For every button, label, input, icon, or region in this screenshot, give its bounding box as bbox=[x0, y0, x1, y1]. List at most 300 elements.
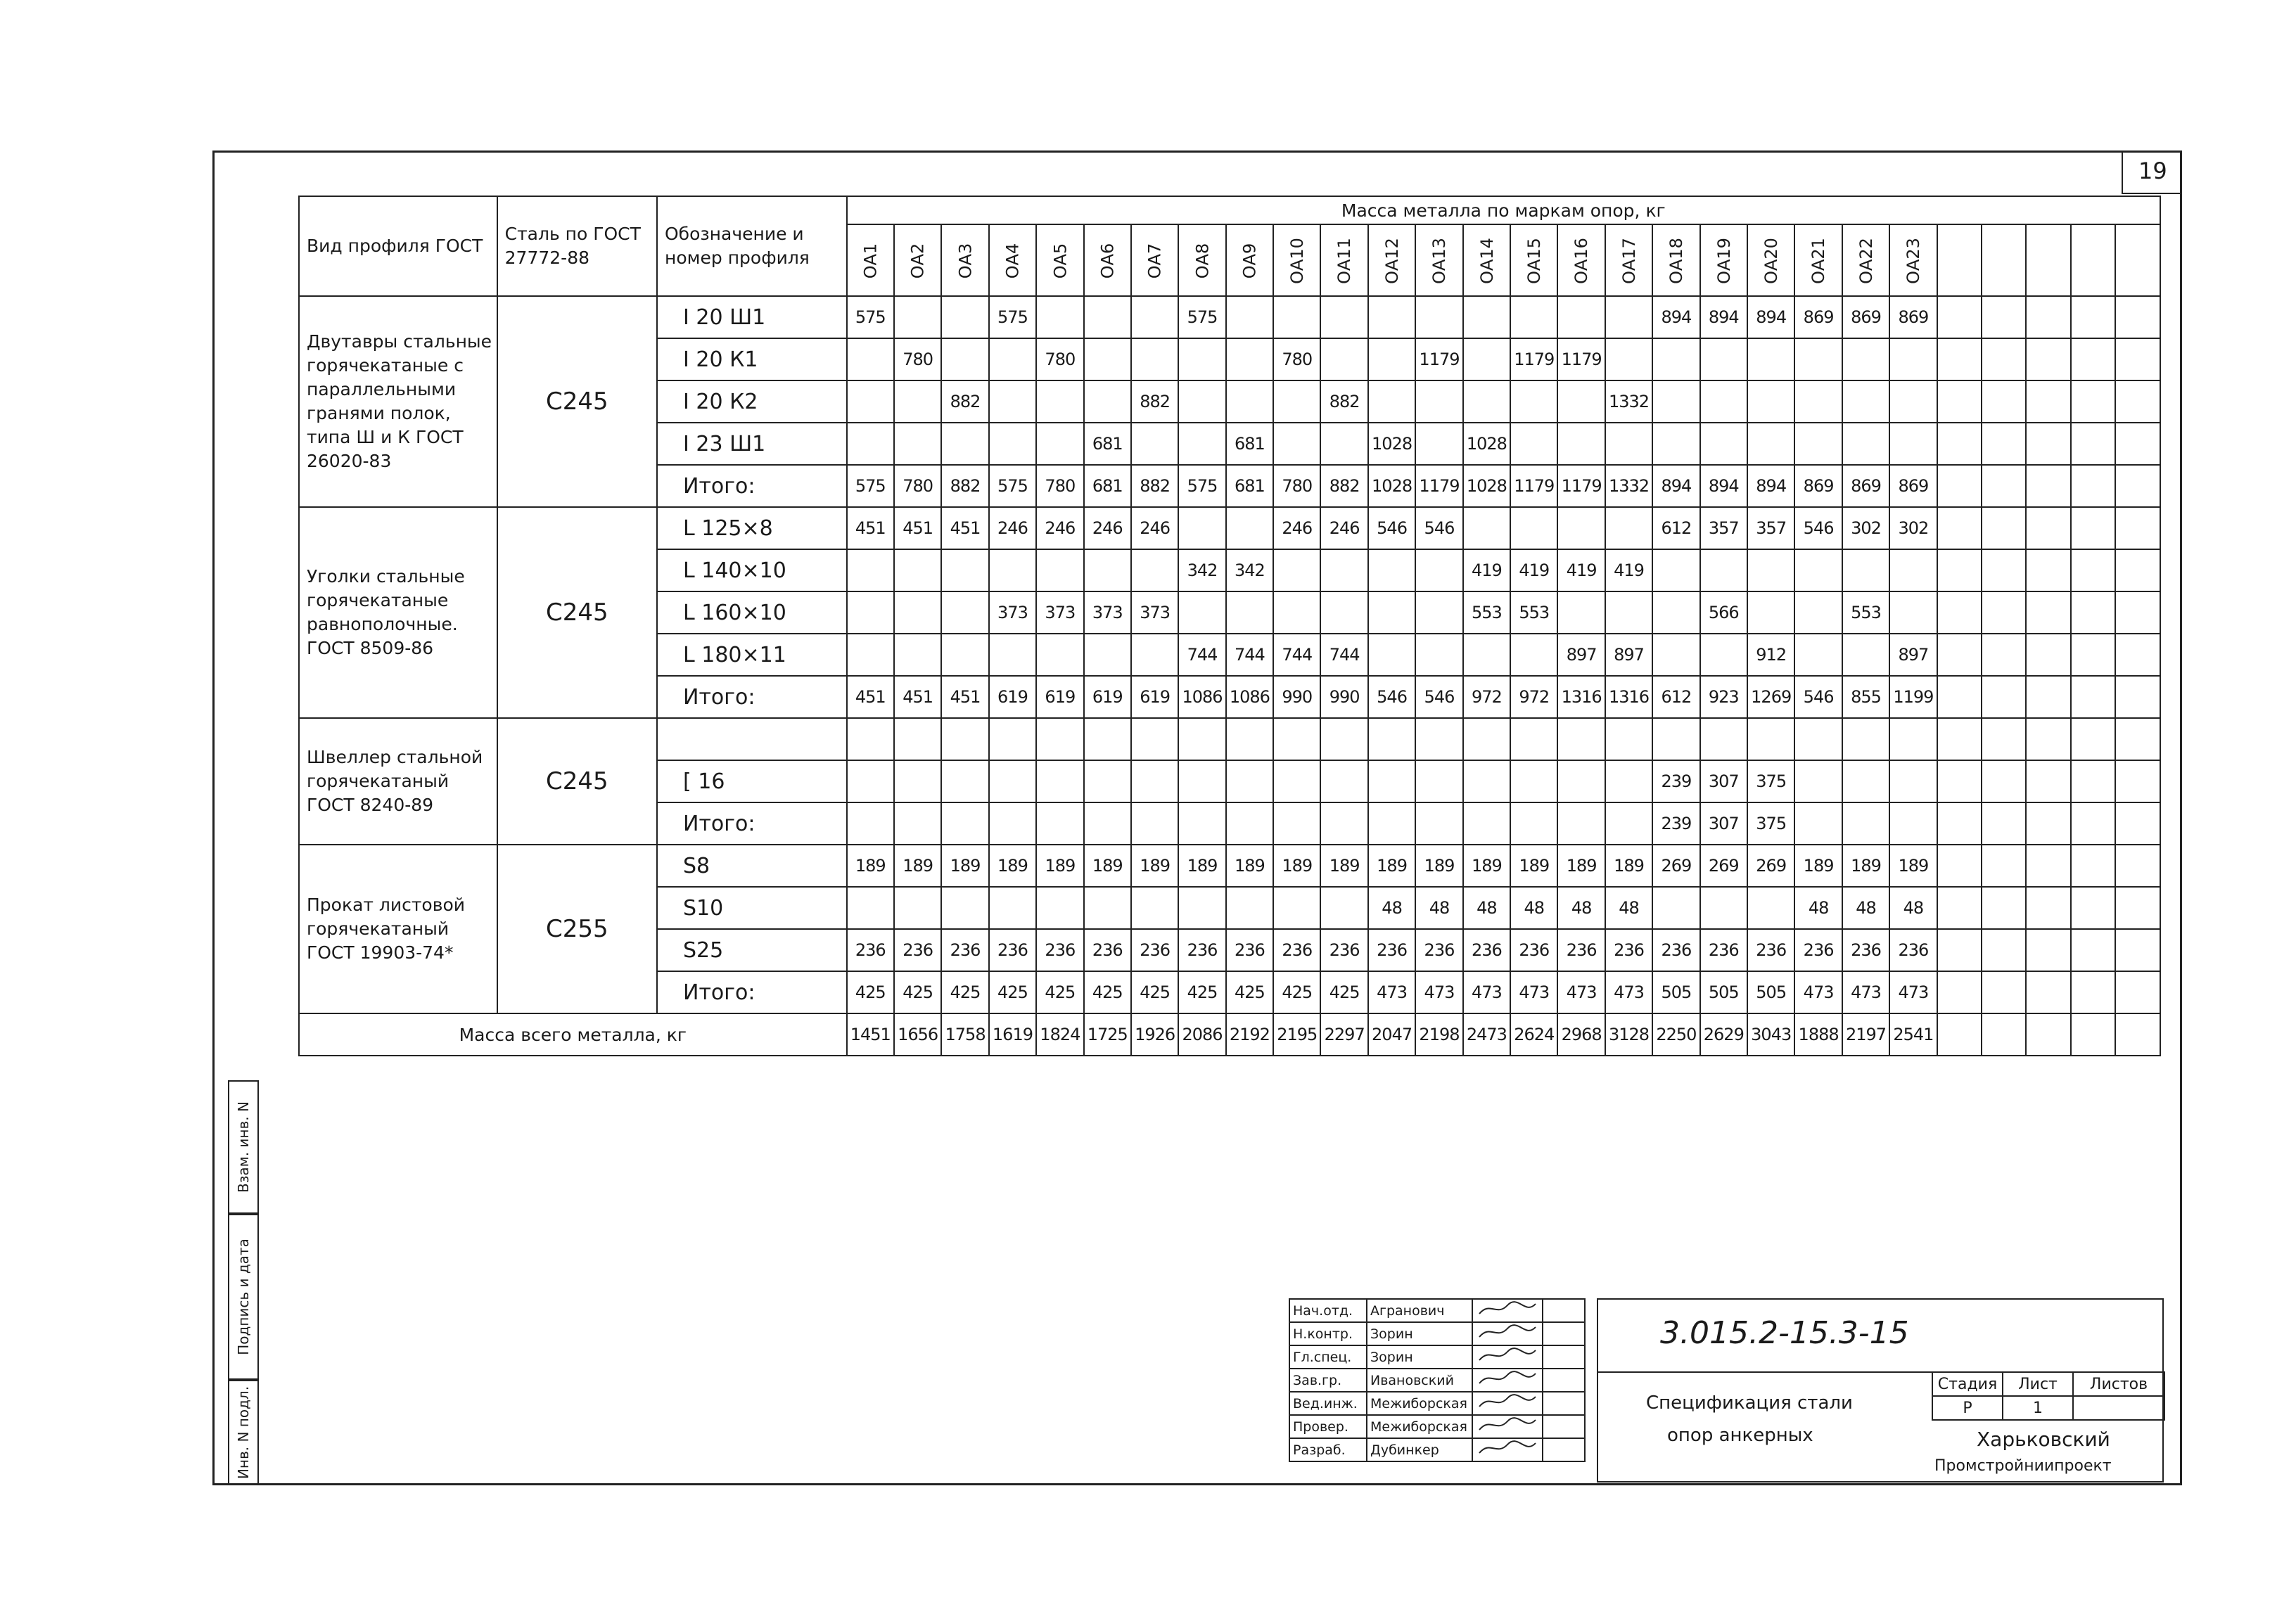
mass-cell: 419 bbox=[1605, 549, 1652, 591]
empty-cell bbox=[1937, 971, 1982, 1013]
empty-cell bbox=[2071, 380, 2115, 423]
mass-cell: 246 bbox=[1131, 507, 1178, 549]
mass-cell bbox=[1084, 380, 1131, 423]
mass-cell: 744 bbox=[1226, 634, 1273, 676]
mass-cell bbox=[894, 423, 941, 465]
mass-cell bbox=[1320, 802, 1367, 845]
total-row bbox=[299, 1013, 2160, 1056]
mass-cell bbox=[1131, 423, 1178, 465]
signature-scribble bbox=[1476, 1300, 1539, 1318]
column-header: ОА12 bbox=[1368, 224, 1415, 296]
mass-cell bbox=[941, 591, 988, 634]
mass-cell: 189 bbox=[1084, 845, 1131, 887]
mass-cell bbox=[1889, 380, 1937, 423]
total-mass-cell: 2250 bbox=[1652, 1013, 1699, 1056]
mass-cell bbox=[1889, 423, 1937, 465]
mass-cell: 239 bbox=[1652, 760, 1699, 802]
mass-cell bbox=[847, 549, 894, 591]
empty-cell bbox=[1937, 802, 1982, 845]
empty-cell bbox=[2071, 634, 2115, 676]
mass-cell: 505 bbox=[1700, 971, 1747, 1013]
mass-cell: 451 bbox=[894, 676, 941, 718]
mass-cell bbox=[1273, 549, 1320, 591]
mass-cell bbox=[1700, 423, 1747, 465]
mass-cell: 473 bbox=[1605, 971, 1652, 1013]
mass-cell bbox=[941, 718, 988, 760]
empty-cell bbox=[2026, 1013, 2070, 1056]
mass-cell: 189 bbox=[1889, 845, 1937, 887]
mass-cell: 619 bbox=[989, 676, 1036, 718]
mass-cell bbox=[894, 549, 941, 591]
empty-cell bbox=[1982, 634, 2026, 676]
mass-cell bbox=[1889, 591, 1937, 634]
mass-cell bbox=[1510, 760, 1557, 802]
mass-cell bbox=[1794, 760, 1842, 802]
mass-cell: 236 bbox=[1652, 929, 1699, 971]
mass-cell: 302 bbox=[1889, 507, 1937, 549]
column-header: ОА18 bbox=[1652, 224, 1699, 296]
empty-cell bbox=[2115, 634, 2160, 676]
mass-cell bbox=[1273, 887, 1320, 929]
designation-cell: Итого: bbox=[657, 802, 847, 845]
column-header: ОА2 bbox=[894, 224, 941, 296]
empty-cell bbox=[2071, 802, 2115, 845]
mass-cell bbox=[1889, 549, 1937, 591]
mass-cell bbox=[1794, 591, 1842, 634]
mass-cell: 375 bbox=[1747, 802, 1794, 845]
empty-cell bbox=[2071, 760, 2115, 802]
column-header: ОА17 bbox=[1605, 224, 1652, 296]
mass-cell: 546 bbox=[1368, 507, 1415, 549]
empty-cell bbox=[1982, 507, 2026, 549]
mass-cell bbox=[894, 591, 941, 634]
designation-cell: L 140×10 bbox=[657, 549, 847, 591]
mass-cell bbox=[1842, 634, 1889, 676]
mass-cell bbox=[1131, 887, 1178, 929]
mass-cell bbox=[1178, 507, 1225, 549]
mass-cell: 546 bbox=[1794, 507, 1842, 549]
mass-cell: 189 bbox=[1415, 845, 1462, 887]
mass-cell bbox=[1415, 802, 1462, 845]
header-mass: Масса металла по маркам опор, кг bbox=[847, 196, 2160, 224]
mass-cell bbox=[1510, 718, 1557, 760]
designation-cell: I 20 К1 bbox=[657, 338, 847, 380]
mass-cell bbox=[989, 760, 1036, 802]
mass-cell: 236 bbox=[1178, 929, 1225, 971]
mass-cell bbox=[1889, 760, 1937, 802]
mass-cell bbox=[1415, 296, 1462, 338]
mass-cell bbox=[894, 802, 941, 845]
column-header: ОА10 bbox=[1273, 224, 1320, 296]
designation-cell: L 160×10 bbox=[657, 591, 847, 634]
mass-cell: 505 bbox=[1747, 971, 1794, 1013]
empty-cell bbox=[2115, 338, 2160, 380]
mass-cell: 575 bbox=[1178, 296, 1225, 338]
mass-cell: 451 bbox=[941, 676, 988, 718]
mass-cell bbox=[1700, 549, 1747, 591]
mass-cell bbox=[1036, 887, 1083, 929]
mass-cell: 780 bbox=[1036, 338, 1083, 380]
sheets-value bbox=[2073, 1396, 2164, 1420]
mass-cell bbox=[1368, 549, 1415, 591]
mass-cell bbox=[941, 760, 988, 802]
mass-cell bbox=[941, 296, 988, 338]
mass-cell: 473 bbox=[1889, 971, 1937, 1013]
mass-cell bbox=[1700, 887, 1747, 929]
empty-column-header bbox=[1982, 224, 2026, 296]
mass-cell bbox=[847, 802, 894, 845]
mass-cell bbox=[1320, 296, 1367, 338]
side-label-replacement: Взам. инв. N bbox=[235, 1101, 252, 1193]
designation-cell: S25 bbox=[657, 929, 847, 971]
mass-cell bbox=[1463, 802, 1510, 845]
mass-cell: 425 bbox=[847, 971, 894, 1013]
mass-cell: 1199 bbox=[1889, 676, 1937, 718]
mass-cell: 894 bbox=[1700, 465, 1747, 507]
mass-cell bbox=[1273, 760, 1320, 802]
mass-cell bbox=[1652, 718, 1699, 760]
stamp-signature bbox=[1472, 1392, 1543, 1415]
mass-cell bbox=[1605, 423, 1652, 465]
mass-cell: 269 bbox=[1700, 845, 1747, 887]
total-mass-cell: 2197 bbox=[1842, 1013, 1889, 1056]
mass-cell: 236 bbox=[1463, 929, 1510, 971]
total-mass-cell: 2297 bbox=[1320, 1013, 1367, 1056]
empty-cell bbox=[2115, 845, 2160, 887]
mass-cell bbox=[1320, 338, 1367, 380]
mass-cell bbox=[941, 423, 988, 465]
total-mass-cell: 2473 bbox=[1463, 1013, 1510, 1056]
steel-grade-cell: С245 bbox=[497, 507, 657, 718]
signature-scribble bbox=[1476, 1323, 1539, 1341]
total-mass-cell: 2047 bbox=[1368, 1013, 1415, 1056]
empty-cell bbox=[1982, 760, 2026, 802]
designation-cell: Итого: bbox=[657, 465, 847, 507]
mass-cell: 681 bbox=[1226, 423, 1273, 465]
total-mass-cell: 1451 bbox=[847, 1013, 894, 1056]
empty-cell bbox=[1982, 380, 2026, 423]
mass-cell: 1332 bbox=[1605, 465, 1652, 507]
mass-cell bbox=[894, 887, 941, 929]
empty-cell bbox=[1937, 380, 1982, 423]
mass-cell bbox=[989, 380, 1036, 423]
mass-cell bbox=[1368, 760, 1415, 802]
mass-cell bbox=[1178, 887, 1225, 929]
signature-scribble bbox=[1476, 1346, 1539, 1364]
side-label-signature: Подпись и дата bbox=[235, 1238, 252, 1355]
mass-cell: 575 bbox=[989, 465, 1036, 507]
mass-cell: 48 bbox=[1889, 887, 1937, 929]
mass-cell: 189 bbox=[1794, 845, 1842, 887]
profile-type-cell: Прокат листовой горячекатаный ГОСТ 19903-74* bbox=[299, 845, 497, 1013]
mass-cell: 882 bbox=[941, 465, 988, 507]
mass-cell: 972 bbox=[1510, 676, 1557, 718]
mass-cell bbox=[1226, 887, 1273, 929]
mass-cell bbox=[1415, 549, 1462, 591]
mass-cell bbox=[1320, 887, 1367, 929]
mass-cell: 236 bbox=[1131, 929, 1178, 971]
mass-cell bbox=[1273, 423, 1320, 465]
mass-cell: 246 bbox=[1084, 507, 1131, 549]
mass-cell bbox=[941, 802, 988, 845]
column-header: ОА4 bbox=[989, 224, 1036, 296]
mass-cell: 189 bbox=[1842, 845, 1889, 887]
mass-cell: 189 bbox=[1036, 845, 1083, 887]
mass-cell: 869 bbox=[1794, 465, 1842, 507]
mass-cell: 236 bbox=[1700, 929, 1747, 971]
mass-cell bbox=[847, 423, 894, 465]
mass-cell: 780 bbox=[894, 465, 941, 507]
mass-cell: 990 bbox=[1273, 676, 1320, 718]
mass-cell bbox=[1889, 718, 1937, 760]
designation-cell: I 20 К2 bbox=[657, 380, 847, 423]
stamp-date bbox=[1543, 1345, 1585, 1369]
mass-cell: 189 bbox=[894, 845, 941, 887]
stamp-role: Нач.отд. bbox=[1289, 1299, 1367, 1322]
mass-cell: 1028 bbox=[1368, 423, 1415, 465]
mass-cell: 425 bbox=[1273, 971, 1320, 1013]
mass-cell bbox=[1747, 380, 1794, 423]
column-header: ОА9 bbox=[1226, 224, 1273, 296]
stamp-date bbox=[1543, 1415, 1585, 1438]
empty-cell bbox=[2026, 507, 2070, 549]
mass-cell bbox=[941, 549, 988, 591]
mass-cell bbox=[1131, 549, 1178, 591]
stamp-signature bbox=[1472, 1322, 1543, 1345]
mass-cell bbox=[1226, 591, 1273, 634]
mass-cell bbox=[1842, 380, 1889, 423]
stamp-signature bbox=[1472, 1438, 1543, 1461]
total-label: Масса всего металла, кг bbox=[299, 1013, 847, 1056]
mass-cell: 1316 bbox=[1557, 676, 1605, 718]
mass-cell: 897 bbox=[1557, 634, 1605, 676]
mass-cell: 236 bbox=[1226, 929, 1273, 971]
empty-cell bbox=[1982, 338, 2026, 380]
empty-cell bbox=[2026, 887, 2070, 929]
mass-cell bbox=[989, 549, 1036, 591]
header-profile-type: Вид профиля ГОСТ bbox=[299, 196, 497, 296]
mass-cell: 189 bbox=[1510, 845, 1557, 887]
empty-cell bbox=[2026, 971, 2070, 1013]
designation-cell: I 20 Ш1 bbox=[657, 296, 847, 338]
mass-cell bbox=[1652, 423, 1699, 465]
empty-cell bbox=[2071, 591, 2115, 634]
mass-cell: 48 bbox=[1368, 887, 1415, 929]
mass-cell: 189 bbox=[1273, 845, 1320, 887]
mass-cell: 236 bbox=[1084, 929, 1131, 971]
mass-cell: 990 bbox=[1320, 676, 1367, 718]
stage-value: Р bbox=[1932, 1396, 2003, 1420]
mass-cell: 473 bbox=[1415, 971, 1462, 1013]
mass-cell bbox=[1605, 718, 1652, 760]
empty-cell bbox=[1982, 971, 2026, 1013]
mass-cell: 189 bbox=[1320, 845, 1367, 887]
mass-cell bbox=[1463, 634, 1510, 676]
mass-cell bbox=[1463, 296, 1510, 338]
mass-cell: 553 bbox=[1842, 591, 1889, 634]
mass-cell: 1086 bbox=[1226, 676, 1273, 718]
stamp-signature bbox=[1472, 1345, 1543, 1369]
mass-cell bbox=[989, 634, 1036, 676]
mass-cell bbox=[1463, 718, 1510, 760]
mass-cell bbox=[1700, 380, 1747, 423]
mass-cell bbox=[1700, 718, 1747, 760]
empty-cell bbox=[2071, 676, 2115, 718]
mass-cell bbox=[1131, 718, 1178, 760]
empty-cell bbox=[1937, 423, 1982, 465]
mass-cell bbox=[1084, 887, 1131, 929]
mass-cell bbox=[1036, 549, 1083, 591]
mass-cell: 1086 bbox=[1178, 676, 1225, 718]
stamp-date bbox=[1543, 1392, 1585, 1415]
signature-scribble bbox=[1476, 1416, 1539, 1434]
mass-cell bbox=[1273, 718, 1320, 760]
empty-cell bbox=[2115, 802, 2160, 845]
stamp-role: Зав.гр. bbox=[1289, 1369, 1367, 1392]
stamp-name: Дубинкер bbox=[1367, 1438, 1472, 1461]
empty-cell bbox=[2026, 549, 2070, 591]
empty-cell bbox=[1982, 549, 2026, 591]
designation-cell: I 23 Ш1 bbox=[657, 423, 847, 465]
mass-cell: 425 bbox=[1131, 971, 1178, 1013]
mass-cell: 236 bbox=[1415, 929, 1462, 971]
mass-cell bbox=[1178, 760, 1225, 802]
mass-cell: 780 bbox=[1036, 465, 1083, 507]
mass-cell: 744 bbox=[1273, 634, 1320, 676]
mass-cell: 473 bbox=[1463, 971, 1510, 1013]
mass-cell: 473 bbox=[1510, 971, 1557, 1013]
empty-cell bbox=[2115, 929, 2160, 971]
mass-cell bbox=[847, 718, 894, 760]
mass-cell: 236 bbox=[1320, 929, 1367, 971]
mass-cell: 236 bbox=[941, 929, 988, 971]
mass-cell bbox=[989, 887, 1036, 929]
empty-cell bbox=[2026, 423, 2070, 465]
mass-cell bbox=[1794, 802, 1842, 845]
mass-cell bbox=[1747, 591, 1794, 634]
empty-cell bbox=[2026, 338, 2070, 380]
mass-cell bbox=[1036, 296, 1083, 338]
mass-cell: 373 bbox=[989, 591, 1036, 634]
total-mass-cell: 2624 bbox=[1510, 1013, 1557, 1056]
stamp-name: Агранович bbox=[1367, 1299, 1472, 1322]
empty-cell bbox=[1982, 887, 2026, 929]
title-block-people bbox=[1289, 1298, 1586, 1462]
empty-cell bbox=[2115, 971, 2160, 1013]
stamp-signature bbox=[1472, 1299, 1543, 1322]
mass-cell bbox=[1794, 423, 1842, 465]
designation-cell: Итого: bbox=[657, 676, 847, 718]
mass-cell: 869 bbox=[1889, 296, 1937, 338]
empty-cell bbox=[1937, 929, 1982, 971]
mass-cell: 246 bbox=[989, 507, 1036, 549]
empty-cell bbox=[2026, 718, 2070, 760]
mass-cell: 451 bbox=[847, 676, 894, 718]
empty-cell bbox=[2115, 465, 2160, 507]
mass-cell bbox=[1036, 760, 1083, 802]
mass-cell: 246 bbox=[1320, 507, 1367, 549]
stamp-name: Ивановский bbox=[1367, 1369, 1472, 1392]
mass-cell bbox=[1415, 634, 1462, 676]
document-code: 3.015.2-15.3-15 bbox=[1660, 1315, 1909, 1351]
stamp-role: Н.контр. bbox=[1289, 1322, 1367, 1345]
total-mass-cell: 3043 bbox=[1747, 1013, 1794, 1056]
mass-cell: 189 bbox=[989, 845, 1036, 887]
mass-cell: 894 bbox=[1747, 465, 1794, 507]
empty-column-header bbox=[1937, 224, 1982, 296]
stamp-date bbox=[1543, 1299, 1585, 1322]
mass-cell bbox=[989, 802, 1036, 845]
empty-cell bbox=[1937, 760, 1982, 802]
table-row bbox=[299, 718, 2160, 760]
column-header: ОА5 bbox=[1036, 224, 1083, 296]
mass-cell bbox=[1226, 338, 1273, 380]
mass-cell bbox=[1510, 802, 1557, 845]
column-header: ОА22 bbox=[1842, 224, 1889, 296]
mass-cell bbox=[1368, 591, 1415, 634]
empty-cell bbox=[2071, 887, 2115, 929]
column-header: ОА23 bbox=[1889, 224, 1937, 296]
mass-cell bbox=[1652, 380, 1699, 423]
mass-cell: 473 bbox=[1842, 971, 1889, 1013]
empty-cell bbox=[1982, 929, 2026, 971]
stamp-role: Провер. bbox=[1289, 1415, 1367, 1438]
mass-cell bbox=[1510, 634, 1557, 676]
stamp-row bbox=[1289, 1369, 1585, 1392]
mass-cell: 48 bbox=[1415, 887, 1462, 929]
mass-cell: 425 bbox=[894, 971, 941, 1013]
stamp-role: Вед.инж. bbox=[1289, 1392, 1367, 1415]
empty-cell bbox=[1937, 591, 1982, 634]
sheet-value: 1 bbox=[2003, 1396, 2073, 1420]
empty-cell bbox=[1937, 887, 1982, 929]
mass-cell: 575 bbox=[847, 296, 894, 338]
mass-cell: 855 bbox=[1842, 676, 1889, 718]
mass-cell: 373 bbox=[1084, 591, 1131, 634]
mass-cell: 897 bbox=[1889, 634, 1937, 676]
mass-cell: 357 bbox=[1700, 507, 1747, 549]
mass-cell bbox=[1463, 760, 1510, 802]
mass-cell bbox=[1510, 507, 1557, 549]
empty-cell bbox=[2071, 845, 2115, 887]
mass-cell bbox=[941, 338, 988, 380]
mass-cell: 575 bbox=[847, 465, 894, 507]
empty-cell bbox=[1937, 845, 1982, 887]
column-header: ОА7 bbox=[1131, 224, 1178, 296]
empty-cell bbox=[1937, 718, 1982, 760]
mass-cell bbox=[1557, 718, 1605, 760]
empty-cell bbox=[2071, 1013, 2115, 1056]
mass-cell: 189 bbox=[1605, 845, 1652, 887]
mass-cell: 451 bbox=[847, 507, 894, 549]
mass-cell bbox=[1084, 802, 1131, 845]
mass-cell bbox=[1084, 634, 1131, 676]
mass-cell: 425 bbox=[1320, 971, 1367, 1013]
sheets-label: Листов bbox=[2073, 1372, 2164, 1396]
mass-cell bbox=[1605, 507, 1652, 549]
empty-cell bbox=[2026, 591, 2070, 634]
stamp-row bbox=[1289, 1438, 1585, 1461]
mass-cell: 307 bbox=[1700, 802, 1747, 845]
mass-cell bbox=[1889, 802, 1937, 845]
mass-cell bbox=[1747, 718, 1794, 760]
page-number: 19 bbox=[2138, 158, 2167, 184]
mass-cell: 505 bbox=[1652, 971, 1699, 1013]
mass-cell: 357 bbox=[1747, 507, 1794, 549]
side-box-signature bbox=[228, 1214, 259, 1380]
mass-cell: 744 bbox=[1320, 634, 1367, 676]
empty-cell bbox=[1937, 1013, 1982, 1056]
